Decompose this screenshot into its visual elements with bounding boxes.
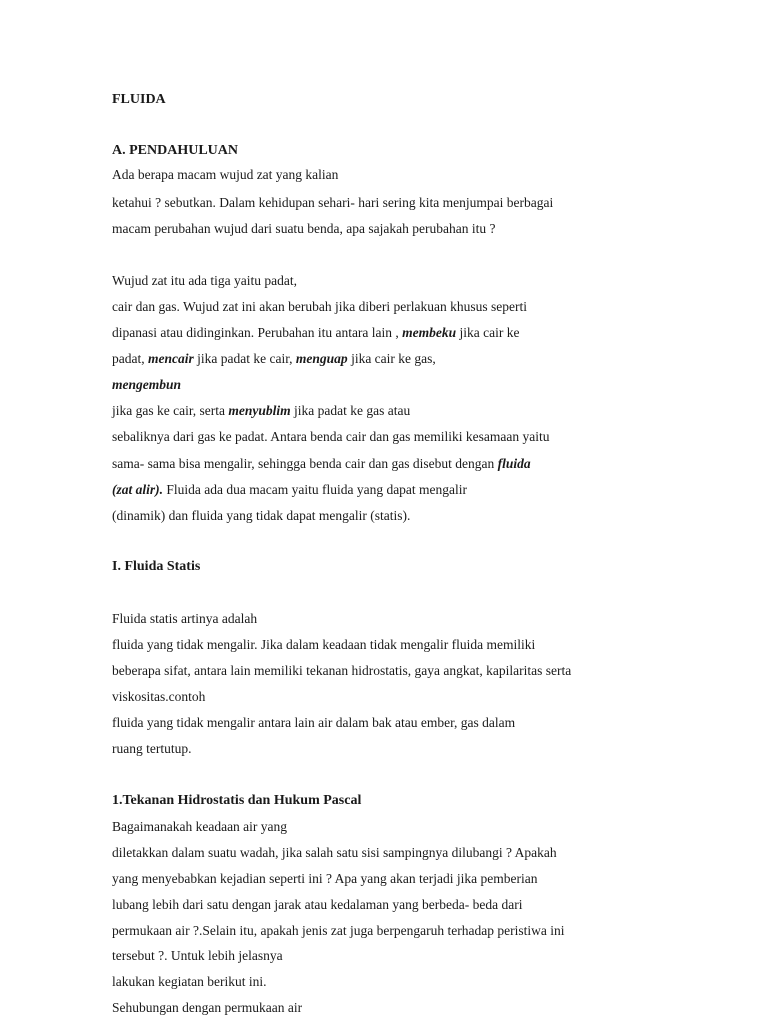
paragraph-line: diletakkan dalam suatu wadah, jika salah satu sisi sampingnya dilubangi ? Apakah	[112, 845, 557, 860]
term-menguap: menguap	[295, 351, 348, 366]
text-run: padat,	[112, 351, 145, 366]
paragraph-line: permukaan air ?.Selain itu, apakah jenis zat juga berpengaruh terhadap peristiwa ini	[112, 923, 565, 938]
section-1-heading: 1.Tekanan Hidrostatis dan Hukum Pascal	[112, 793, 362, 808]
term-menyublim: menyublim	[228, 403, 291, 418]
term-mengembun: mengembun	[112, 377, 182, 392]
paragraph-line: lakukan kegiatan berikut ini.	[112, 974, 267, 989]
paragraph-line: yang menyebabkan kejadian seperti ini ? Apa yang akan terjadi jika pemberian	[112, 871, 538, 886]
paragraph-line	[112, 455, 531, 473]
paragraph-line: (dinamik) dan fluida yang tidak dapat mengalir (statis).	[112, 508, 411, 523]
text-run: jika cair ke	[459, 325, 520, 340]
section-i-heading: I. Fluida Statis	[112, 559, 201, 574]
paragraph-line: tersebut ?. Untuk lebih jelasnya	[112, 948, 283, 963]
paragraph-line: ruang tertutup.	[112, 741, 192, 756]
paragraph-line: fluida yang tidak mengalir antara lain air dalam bak atau ember, gas dalam	[112, 715, 516, 730]
term-mencair: mencair	[148, 351, 194, 366]
text-run: Fluida ada dua macam yaitu fluida yang dapat mengalir	[166, 482, 468, 497]
section-a-heading: A. PENDAHULUAN	[112, 143, 238, 158]
term-membeku: membeku	[402, 325, 457, 340]
paragraph-line	[112, 350, 436, 368]
text-run: jika padat ke cair,	[197, 351, 293, 366]
text-run: jika gas ke cair, serta	[112, 403, 226, 418]
text-run: jika padat ke gas atau	[294, 403, 411, 418]
text-run: jika cair ke gas,	[351, 351, 436, 366]
text-run: dipanasi atau didinginkan. Perubahan itu antara lain ,	[112, 325, 399, 340]
paragraph-line: macam perubahan wujud dari suatu benda, apa sajakah perubahan itu ?	[112, 221, 496, 236]
paragraph-line	[112, 481, 467, 499]
paragraph-line: Sehubungan dengan permukaan air	[112, 1000, 303, 1015]
term-zat-alir: (zat alir).	[112, 482, 164, 497]
paragraph-line: sebaliknya dari gas ke padat. Antara benda cair dan gas memiliki kesamaan yaitu	[112, 429, 550, 444]
paragraph-line: Fluida statis artinya adalah	[112, 611, 258, 626]
term-fluida: fluida	[497, 456, 531, 471]
paragraph-line: cair dan gas. Wujud zat ini akan berubah jika diberi perlakuan khusus seperti	[112, 299, 527, 314]
text-run: sama- sama bisa mengalir, sehingga benda cair dan gas disebut dengan	[112, 456, 495, 471]
paragraph-line: lubang lebih dari satu dengan jarak atau kedalaman yang berbeda- beda dari	[112, 897, 523, 912]
paragraph-line	[112, 402, 410, 420]
paragraph-line: ketahui ? sebutkan. Dalam kehidupan sehari- hari sering kita menjumpai berbagai	[112, 195, 554, 210]
paragraph-line	[112, 324, 520, 342]
paragraph-line: beberapa sifat, antara lain memiliki tekanan hidrostatis, gaya angkat, kapilaritas serta	[112, 663, 572, 678]
paragraph-line: Bagaimanakah keadaan air yang	[112, 819, 288, 834]
paragraph-line: fluida yang tidak mengalir. Jika dalam keadaan tidak mengalir fluida memiliki	[112, 637, 536, 652]
paragraph-line: Wujud zat itu ada tiga yaitu padat,	[112, 273, 298, 288]
document-title: FLUIDA	[112, 92, 166, 107]
paragraph-line: Ada berapa macam wujud zat yang kalian	[112, 167, 339, 182]
paragraph-line: viskositas.contoh	[112, 689, 206, 704]
